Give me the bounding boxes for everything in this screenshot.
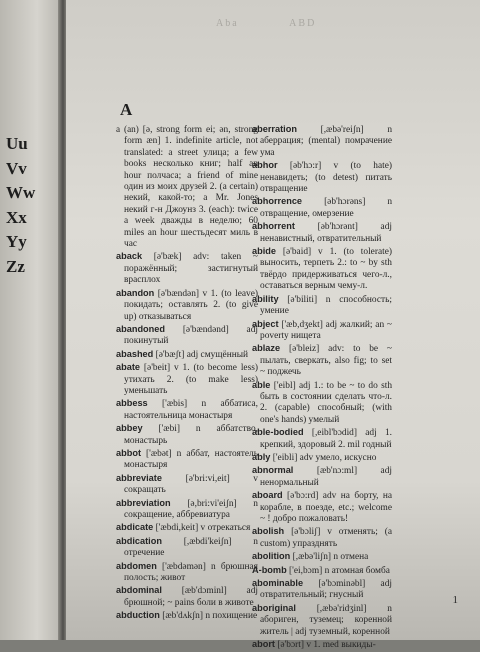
dictionary-entry [252, 427, 392, 451]
entry-headword: abbey [116, 423, 143, 434]
entry-definition: [ə'biliti] n способность; умение [260, 294, 392, 317]
entry-headword: a (an) [116, 124, 139, 134]
dictionary-entry [116, 124, 258, 250]
entry-headword: abide [252, 246, 276, 257]
entry-definition: ['æb,dʒekt] adj жалкий; an ~ poverty нищета [260, 319, 392, 341]
dictionary-entry [116, 448, 258, 472]
alphabet-letter: Ww [6, 183, 36, 202]
entry-headword: A-bomb [252, 564, 287, 575]
dictionary-entry [116, 522, 258, 534]
dictionary-entry [116, 561, 258, 585]
dictionary-entry [252, 603, 392, 638]
entry-headword: abolish [252, 526, 285, 537]
entry-headword: abhor [252, 160, 278, 171]
entry-definition: [əb'hɔrənt] adj ненавистный, отвратительный [260, 222, 392, 244]
dictionary-entry [116, 349, 258, 361]
dictionary-entry [116, 324, 258, 348]
dictionary-entry [252, 526, 392, 550]
entry-definition: [,æbə'reiʃn] n аберрация; (mental) помрачение ума [260, 125, 393, 158]
entry-definition: ['æbət] n аббат, настоятель монастыря [124, 448, 259, 471]
entry-headword: abbot [116, 447, 142, 458]
entry-headword: abolition [252, 551, 291, 562]
page-number: 1 [452, 594, 458, 606]
dictionary-entry [252, 221, 392, 245]
alphabet-index [6, 132, 35, 279]
entry-definition: [,æbə'liʃn] n отмена [292, 552, 369, 563]
running-head-left: Abа [216, 18, 239, 29]
dictionary-entry [252, 380, 392, 427]
dictionary-entry [116, 498, 258, 522]
entry-definition: ['æbis] n аббатиса, настоятельница монастыря [124, 399, 259, 421]
entry-headword: abashed [116, 348, 154, 359]
entry-headword: able [252, 379, 271, 390]
alphabet-letter: Uu [6, 134, 28, 153]
entry-definition: ['æbi] n аббатство, монастырь [124, 424, 259, 446]
entry-headword: abominable [252, 578, 304, 589]
dictionary-entry [116, 585, 258, 609]
entry-headword: abate [116, 362, 141, 373]
section-letter: A [120, 100, 133, 119]
entry-headword: abhorrence [252, 196, 303, 207]
entry-headword: abdication [116, 535, 162, 546]
right-page [66, 0, 480, 651]
entry-headword: abbess [116, 398, 148, 409]
dictionary-entry [252, 319, 392, 343]
entry-definition: ['æbdəmən] n брюшная полость; живот [124, 561, 258, 584]
left-page [0, 0, 62, 640]
entry-definition: [ə'bændən] v 1. (to leave) покидать; оставлять 2. (to give up) отказываться [124, 288, 258, 322]
alphabet-letter: Yy [6, 232, 27, 251]
entry-definition: [ə'bɔrt] v 1. med выкиды- [277, 640, 376, 651]
dictionary-entry [252, 465, 392, 489]
running-head-right: ABD [289, 18, 317, 29]
entry-headword: aberration [252, 124, 297, 134]
alphabet-letter: Xx [6, 207, 27, 227]
dictionary-entry [252, 160, 392, 195]
dictionary-entry [252, 452, 392, 464]
entry-definition: [ə'bɔliʃ] v отменять; (a custom) упразднять [260, 527, 393, 549]
entry-definition: [æb'dɔminl] adj брюшной; ~ pains боли в животе [124, 586, 258, 608]
entry-headword: ability [252, 293, 279, 304]
dictionary-entry [252, 124, 392, 159]
dictionary-entry [252, 578, 392, 602]
entry-definition: [ə'bleiz] adv: to be ~ пылать, сверкать, also fig; to set ~ поджечь [260, 344, 393, 378]
entry-headword: aboard [252, 490, 283, 501]
entry-definition: [ə'bæʃt] adj смущённый [155, 349, 249, 360]
dictionary-entry [116, 288, 258, 323]
entry-definition: ['eibli] adv умело, искусно [272, 452, 377, 463]
entry-headword: abhorrent [252, 221, 295, 232]
entry-definition: [ə'bɔ:rd] adv на борту, на корабле, в поезде, etc.; welcome ~ ! добро пожаловать! [260, 491, 392, 524]
entry-headword: abbreviation [116, 497, 171, 508]
entry-definition: [ə,bri:vi'eiʃn] n сокращение, аббревиатура [124, 498, 258, 520]
entry-definition: [ə'beit] v 1. (to become less) утихать 2. (to make less) уменьшать [124, 363, 259, 396]
entry-definition: [ə, strong form ei; ən, strong form æn] 1. indefinite article, not translated: a street улица; a few books несколько книг; half an hour полчаса; a friend of mine один из моих друзей 2. (a certain) некий, какой-то; a Mr. Jones некий г-н Джоунз 3. (each): twice a week дважды в неделю; 60 miles an hour шестьдесят миль в час [124, 125, 258, 250]
dictionary-entry [116, 398, 258, 422]
entry-headword: aboriginal [252, 602, 296, 613]
entry-headword: abject [252, 318, 279, 329]
entry-definition: [æb'dʌkʃn] n похищение [162, 611, 258, 622]
entry-headword: able-bodied [252, 427, 304, 438]
dictionary-entry [116, 536, 258, 560]
alphabet-letter: Vv [6, 158, 27, 178]
entry-definition: [,eibl'bɔdid] adj 1. крепкий, здоровый 2. mil годный [260, 428, 392, 450]
entry-definition: [æb'nɔ:ml] adj ненормальный [260, 466, 392, 488]
entry-headword: abbreviate [116, 472, 162, 483]
alphabet-letter: Zz [6, 256, 25, 276]
entry-headword: ably [252, 451, 271, 462]
entry-headword: aback [116, 251, 143, 262]
dictionary-entry [252, 565, 392, 577]
entry-headword: ablaze [252, 343, 281, 354]
entry-definition: [ə'bæk] adv: taken ~ поражённый; застигнутый врасплох [124, 252, 258, 286]
dictionary-entry [116, 423, 258, 447]
entry-definition: [əb'hɔrəns] n отвращение, омерзение [260, 197, 393, 219]
dictionary-entry [116, 251, 258, 286]
dictionary-entry [252, 246, 392, 293]
entry-definition: [ə'baid] v 1. (to tolerate) выносить, терпеть 2.: to ~ by sth твёрдо придерживаться чего-л., оставаться верным чему-л. [260, 247, 392, 292]
entry-definition: ['æbdi,keit] v отрекаться [155, 523, 251, 534]
entry-definition: [ə'bændənd] adj покинутый [124, 324, 259, 347]
dictionary-entry [252, 294, 392, 318]
entry-definition: [,æbdi'keiʃn] n отречение [124, 536, 258, 559]
entry-definition: ['eibl] adj 1.: to be ~ to do sth быть в состоянии сделать что-л. 2. (capable) способный; (with one's hands) умелый [260, 380, 393, 425]
dictionary-entry [116, 473, 258, 497]
dictionary-entry [252, 490, 392, 525]
entry-headword: abnormal [252, 465, 294, 476]
dictionary-entry [116, 362, 258, 397]
entry-definition: [ə'bri:vi,eit] v сокращать [124, 473, 258, 496]
entry-headword: abdicate [116, 522, 154, 533]
dictionary-column-1 [116, 124, 258, 624]
entry-headword: abdomen [116, 560, 157, 571]
entry-definition: [əb'hɔ:r] v (to hate) ненавидеть; (to detest) питать отвращение [260, 161, 393, 195]
dictionary-entry [252, 196, 392, 220]
entry-headword: abduction [116, 610, 160, 621]
dictionary-entry [252, 639, 392, 651]
entry-definition: ['ei,bɔm] n атомная бомба [289, 565, 390, 576]
entry-headword: abdominal [116, 585, 162, 596]
dictionary-entry [116, 610, 258, 622]
dictionary-entry [252, 343, 392, 378]
dictionary-entry [252, 551, 392, 563]
running-head [216, 18, 476, 29]
entry-headword: abort [252, 639, 275, 650]
entry-headword: abandon [116, 287, 155, 298]
entry-definition: [,æbə'ridʒinl] n абориген, туземец; коренной житель | adj туземный, коренной [260, 603, 392, 637]
entry-definition: [ə'bɔminəbl] adj отвратительный; гнусный [260, 579, 392, 601]
dictionary-column-2 [252, 124, 392, 652]
entry-headword: abandoned [116, 323, 166, 334]
